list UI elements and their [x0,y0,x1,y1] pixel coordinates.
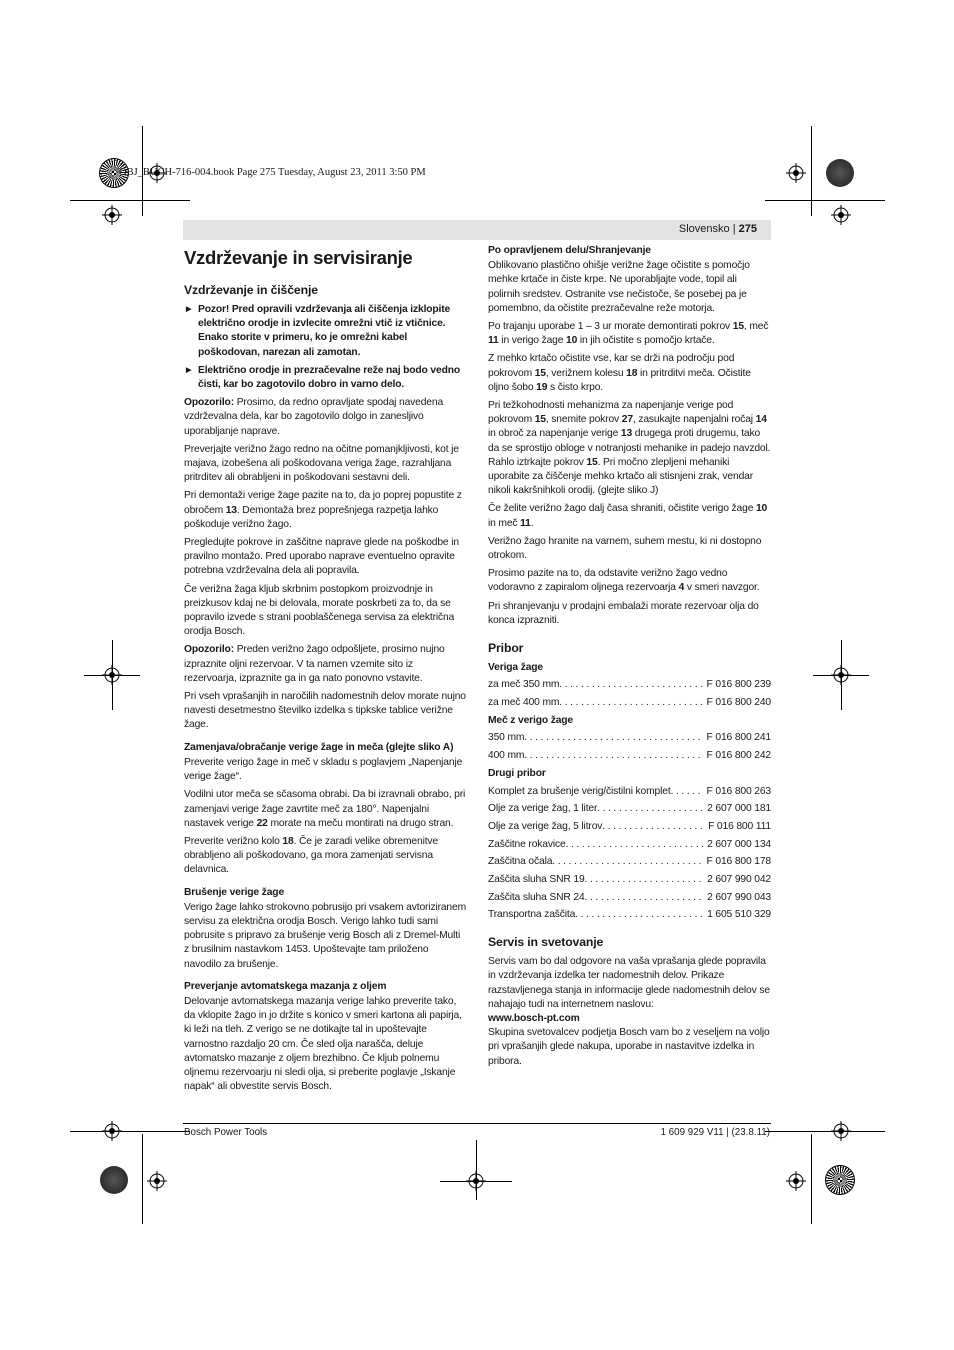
accessory-number: F 016 800 242 [706,750,771,762]
paragraph: Pri vseh vprašanjih in naročilih nadomestnih delov morate nujno navesti desetmestno številko izdelka s tipkske tablice verižne žage. [184,691,466,731]
accessory-number: 2 607 990 043 [707,891,771,903]
leader-dots [559,696,703,710]
leader-dots [552,855,703,869]
accessory-row [488,731,771,745]
crosshair-icon [831,665,851,685]
leader-dots [524,731,703,745]
accessories-list [488,661,771,923]
maintenance-heading: Vzdrževanje in čiščenje [184,283,318,297]
left-column [184,244,467,1098]
text-run: . Demontaža brez poprešnjega razpetja lahko poškoduje verižno žago. [184,504,439,530]
part-number: 27 [621,414,633,426]
paragraph [488,502,771,530]
note-paragraph [184,643,467,686]
footer-brand: Bosch Power Tools [184,1127,268,1138]
header-text [679,223,757,235]
accessory-number: F 016 800 241 [706,732,771,744]
text-run: morate na meču montirati na drugo stran. [267,817,454,829]
part-number: 19 [536,381,548,393]
leader-dots [575,908,704,922]
paragraph: Skupina svetovalcev podjetja Bosch vam bo z veseljem na voljo pri vprašanjih glede nakupa, uporabe in nastavitve izdelka in pribora. [488,1027,770,1067]
text-run: in meč [488,517,521,529]
accessory-label: Zaščita sluha SNR 19 [488,874,585,886]
header-language: Slovensko [678,223,730,235]
registration-rosette-icon [826,1166,854,1194]
paragraph: Verigo žage lahko strokovno pobrusijo pri vsakem avtoriziranem servisu za električna orodja Bosch. Verigo lahko tudi sami pobrusite s pripravo za brušenje verig Bosch ali z Dremel-Multi z brusilnim nastavkom 1453. Upoštevajte tam priloženo navodilo za brušenje. [184,901,467,970]
accessory-label: za meč 400 mm [488,696,560,708]
note-label: Opozorilo: [184,644,234,656]
text-run: Prosimo pazite na to, da odstavite verižno žago vedno vodoravno z zapiralom oljnega rezervoarja [488,568,728,594]
text-run: in obroč za napenjanje verige [488,428,621,440]
page-title: Vzdrževanje in servisiranje [184,247,413,268]
accessory-label: Komplet za brušenje verig/čistilni komplet [488,785,671,797]
text-run: . Pri močno zlepljeni mehaniki uporabite za čiščenje mehko krtačo ali stisnjeni zrak, vendar nikoli kakršnihkoli orodij. (glejte sliko J) [488,456,753,497]
accessory-label: Olje za verige žag, 5 litrov [488,820,603,832]
note-paragraph [184,396,467,439]
accessory-number: F 016 800 240 [706,696,771,708]
paragraph: Preverjajte verižno žago redno na očitne pomanjkljivosti, kot je majava, izobešena ali poškodovana veriga žage, razrahljana pritrditev ali obrabljeni in poškodovani sestavni deli. [184,443,459,484]
lube-heading: Preverjanje avtomatskega mazanja z oljem [184,980,387,992]
accessory-group-title: Meč z verigo žage [488,715,574,727]
part-number: 22 [256,817,268,829]
accessory-label: 400 mm [488,750,525,762]
note-text: Preden verižno žago odpošljete, prosimo nujno izpraznite oljni rezervoar. V ta namen vzemite sito iz rezervoarja, izpraznite ga in ga nato ponovno vstavite. [184,644,445,684]
accessory-number: F 016 800 111 [708,820,771,832]
paragraph: Preverite verigo žage in meč v skladu s poglavjem „Napenjanje verige žage“. [184,756,463,783]
sharpen-heading: Brušenje verige žage [184,886,285,898]
text-run: , verižnem kolesu [545,367,627,379]
text-run: drugega proti drugemu, tako da se sprostijo obloge v notranjosti mehanike in padejo navzdol. Rahlo iztrkajte pokrov [488,428,771,468]
leader-dots [597,802,704,816]
accessory-row [488,820,771,834]
crosshair-icon [147,1171,167,1191]
part-number: 14 [755,414,767,426]
part-number: 15 [586,456,598,468]
text-run: . Če je zaradi velike obremenitve obrabljeno ali poškodovano, ga mora zamenjati servisna delavnica. [184,835,439,876]
crosshair-icon [102,1121,122,1141]
part-number: 10 [755,503,768,515]
text-run: Z mehko krtačo očistite vse, kar se drži na področju pod pokrovom [488,353,735,379]
accessory-number: 2 607 000 134 [707,838,771,850]
storage-heading: Po opravljenem delu/Shranjevanje [488,245,651,256]
warning-bullet: ▶ Električno orodje in prezračevalne reže naj bodo vedno čisti, kar bo zagotovilo dobro in varno delo. [184,364,467,392]
text-run: Pri težkohodnosti mehanizma za napenjanje verige pod pokrovom [488,400,734,426]
accessory-group-title: Veriga žage [488,662,544,674]
part-number: 18 [282,835,294,847]
footer-doc-number: 1 609 929 V11 | (23.8.11) [660,1127,770,1138]
text-run: Vodilni utor meča se sčasoma obrabi. Da bi izravnali obrabo, pri zamenjavi verige žage zavrtite meč za 180°. Napenjalni nastavek verige [184,789,466,829]
leader-dots [602,820,705,834]
warning-bullet: ▶ Pozor! Pred opravili vzdrževanja ali čiščenja izklopite električno orodje in izvlecite omrežni vtič iz vtičnice. Enako storite v primeru, ko je omrežni kabel poškodovan, narezan ali zamotan. [184,303,467,360]
page-header [183,220,771,240]
page-number: 275 [738,223,757,235]
part-number: 15 [534,414,546,426]
leader-dots [566,838,705,852]
part-number: 11 [520,517,531,529]
text-run: in pritrditvi meča. Očistite oljno šobo [488,367,751,393]
part-number: 15 [534,367,546,379]
crosshair-icon [102,665,122,685]
footer-divider [183,1123,771,1124]
accessory-row [488,749,771,763]
text-run: Preverite verižno kolo [184,835,283,847]
leader-dots [671,785,704,799]
part-number: 10 [566,335,578,347]
part-number: 15 [732,321,744,333]
paragraph [184,835,467,878]
website-link[interactable]: www.bosch-pt.com [488,1012,580,1024]
part-number: 4 [678,582,685,594]
text-run: Če želite verižno žago dalj časa shraniti, očistite verigo žage [488,503,756,515]
paragraph: Oblikovano plastično ohišje verižne žage očistite s pomočjo mehke krtače in čiste krpe. Ne uporabljajte vode, topil ali polirnih sredstev. Ostranite vse nečistoče, še posebej pa je pomembno, da očistite prezračevalne reže motorja. [488,260,750,314]
part-number: 13 [225,504,237,516]
part-number: 13 [620,428,633,440]
paragraph: Verižno žago hranite na varnem, suhem mestu, ki ni dostopno otrokom. [488,535,762,562]
accessory-row [488,855,771,869]
text-run: Servis vam bo dal odgovore na vaša vprašanja glede popravila in vzdrževanja izdelka ter nadomestnih delov. Prikaze razstavljenega stanja in informacije glede nadomestnih delov se nahajajo tudi na internetnem naslovu: [488,956,770,1010]
accessory-label: Olje za verige žag, 1 liter [488,803,598,815]
accessory-row [488,678,771,692]
leader-dots [524,749,703,763]
text-run: in verigo žage [498,335,567,347]
text-run: Pri demontaži verige žage pazite na to, da jo poprej popustite z obročem [184,490,462,516]
part-number: 11 [488,335,499,347]
replace-heading: Zamenjava/obračanje verige žage in meča (glejte sliko A) [184,741,454,753]
leader-dots [559,678,703,692]
text-run: , zasukajte napenjalni ročaj [632,414,756,426]
registration-rosette-icon [826,159,854,187]
header-separator: | [729,223,739,235]
accessories-heading: Pribor [488,641,524,656]
paragraph [488,399,771,498]
accessory-number: 1 605 510 329 [707,909,771,921]
accessory-number: F 016 800 263 [706,785,771,797]
paragraph [488,352,771,395]
crosshair-icon [831,205,851,225]
crosshair-icon [831,1121,851,1141]
text-run: , meč [743,321,769,333]
paragraph: Delovanje avtomatskega mazanja verige lahko preverite tako, da vklopite žago in jo držite s konico v smeri kartona ali papirja, ki leži na tleh. Z verigo se ne dotikajte tal in upoštevajte varnostno razdaljo 20 cm. Če sled olja narašča, deluje avtomatsko mazanje z oljem brezhibno. Če kljub polnemu oljnemu rezervoarju ni sledi olja, si preberite poglavje „Iskanje napak“ ali obvestite servis Bosch. [184,995,462,1093]
accessory-row [488,696,771,710]
accessory-number: F 016 800 178 [706,856,771,868]
paragraph: Pri shranjevanju v prodajni embalaži morate rezervoar olja do konca izprazniti. [488,600,759,626]
paragraph [184,489,467,532]
paragraph [184,788,467,831]
crosshair-icon [466,1171,486,1191]
paragraph: Če verižna žaga kljub skrbnim postopkom proizvodnje in preizkusov kdaj ne bi delovala, morate poskrbeti za to, da se popravilo izvede s strani pooblaščenega servisa za električna orodja Bosch. [184,583,455,638]
accessory-row [488,785,771,799]
accessory-label: 350 mm [488,732,525,744]
accessory-number: 2 607 990 042 [707,874,771,886]
accessory-row [488,838,771,852]
paragraph [488,567,771,595]
accessory-label: Transportna zaščita [488,909,576,921]
accessory-number: F 016 800 239 [706,679,771,691]
crosshair-icon [102,205,122,225]
note-label: Opozorilo: [184,397,234,409]
text-run: v smeri navzgor. [684,582,760,594]
print-info: OBJ_BUCH-716-004.book Page 275 Tuesday, August 23, 2011 3:50 PM [119,167,426,178]
text-run: s čisto krpo. [547,381,604,393]
right-column [488,244,771,1073]
crosshair-icon [786,1171,806,1191]
accessory-number: 2 607 000 181 [707,803,771,815]
registration-rosette-icon [100,1166,128,1194]
accessory-row [488,908,771,922]
text-run: . [530,517,534,529]
paragraph: Pregledujte pokrove in zaščitne naprave glede na poškodbe in pravilno montažo. Pred uporabo naprave eventuelno opravite potrebna vzdrževalna dela ali popravila. [184,537,459,577]
accessory-row [488,802,771,816]
accessory-row [488,891,771,905]
text-run: in jih očistite s pomočjo krtače. [577,335,715,347]
paragraph [488,955,771,1012]
accessory-label: Zaščitna očala [488,856,553,868]
accessory-label: Zaščita sluha SNR 24 [488,891,585,903]
accessory-label: Zaščitne rokavice [488,838,566,850]
text-run: , snemite pokrov [545,414,622,426]
note-text: Prosimo, da redno opravljate spodaj navedena vzdrževalna dela, kar bo zagotovilo dolgo in zanesljivo uporabljanje naprave. [184,397,444,437]
part-number: 18 [626,367,638,379]
crosshair-icon [786,163,806,183]
accessory-label: za meč 350 mm [488,679,560,691]
text-run: Po trajanju uporabe 1 – 3 ur morate demontirati pokrov [488,321,733,333]
service-heading: Servis in svetovanje [488,935,604,950]
paragraph [488,320,771,348]
accessory-row [488,873,771,887]
leader-dots [585,873,705,887]
accessory-group-title: Drugi pribor [488,768,546,780]
leader-dots [585,891,705,905]
